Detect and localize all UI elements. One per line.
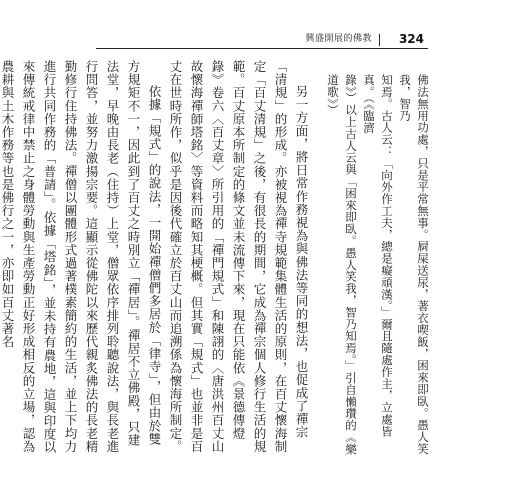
running-header <box>96 26 428 49</box>
quote-line: 佛法無用功處，只是平常無事。屙屎送尿，著衣喫飯，困來即臥。愚人笑我，智乃 <box>398 74 430 455</box>
body-paragraph: 另一方面，將日常作務視為與佛法等同的想法，也促成了禪宗「清規」的形成。亦被視為禪寺規範集體生活的原則，在百丈懷海制定「百丈清規」之後，有很長的期間，它成為禪宗個人修行生活的規範。百丈原本所制定的條文並未流傳下來，現在只能依《景德傳燈錄》卷六〈百丈章〉所引用的「禪門規式」和陳詡的〈唐洪州百丈山故懷海禪師塔銘〉等資料而略知其梗概。但其實「規式」也並非是百丈在世時所作，似乎是因後代確立於百丈山而追溯係為懷海所制定。 <box>168 60 309 453</box>
chapter-title: 興盛開展的佛教 <box>305 34 372 44</box>
quote-line: 錄》）以上古人云與「困來即臥。愚人笑我，智乃知焉。」引自懶瓚的《樂道歌》） <box>326 74 358 456</box>
header-divider <box>379 34 380 46</box>
page-body <box>0 60 432 456</box>
page-number: 324 <box>398 32 424 46</box>
quote-line: 知焉。古人云：「向外作工夫，總是癡頑漢。」爾且隨處作主，立處皆真。（《臨濟 <box>362 74 394 438</box>
quoted-passage <box>324 60 432 456</box>
body-paragraph: 依據「規式」的說法，一開始禪僧們多居於「律寺」，但由於雙方規矩不一，因此到了百丈之時別立「禪居」。禪居不立佛殿，只建法堂，早晚由長老（住持）上堂，僧眾依序排列聆聽說法，與長老進行問答，並努力激揚宗要。這顯示從佛陀以來歷代親炙佛法的長老精勤修行住持佛法。禪僧以團體形式過著樸素簡約的生活，並上下均力進行共同作務的「普請」。依據「塔銘」，並未持有農地，這與印度以來傳統戒律中禁止之身體勞動與生產勞動正好形成相反的立場，認為農耕與土木作務等也是佛行之一，亦即如百丈著名 <box>0 60 162 454</box>
